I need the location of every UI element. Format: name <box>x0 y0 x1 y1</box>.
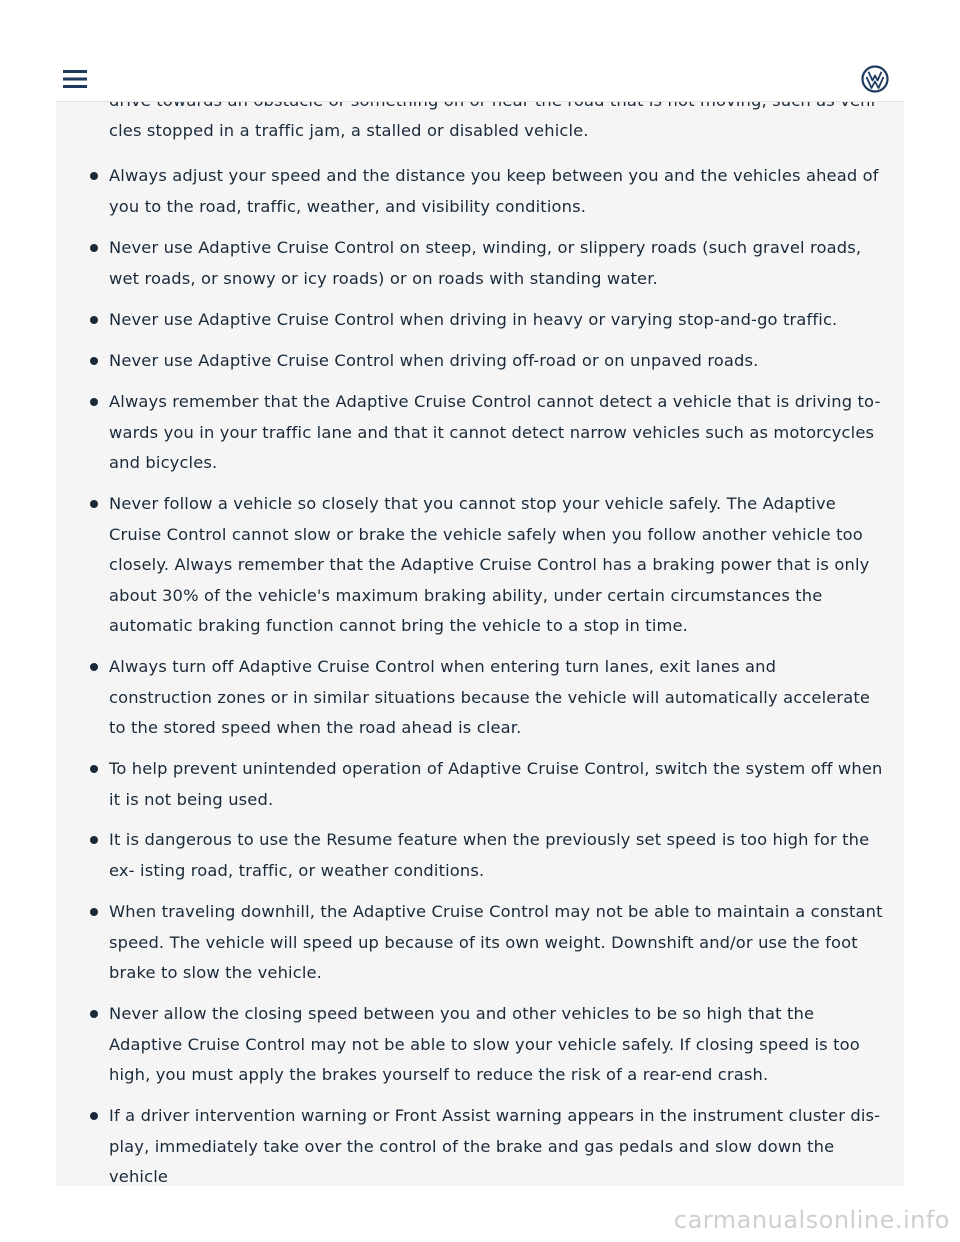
bullet-icon <box>90 836 98 844</box>
vw-logo-icon[interactable] <box>860 64 890 94</box>
bullet-icon <box>90 357 98 365</box>
list-item-text: Always remember that the Adaptive Cruise Control cannot detect a vehicle that is driving to- wards you in your traffic lane and that it cannot detect narrow vehicles such as motorcycles and bicycles. <box>109 392 881 472</box>
header-divider <box>56 101 904 102</box>
list-item-text: Never use Adaptive Cruise Control when driving in heavy or varying stop-and-go traffic. <box>109 310 838 329</box>
bullet-icon <box>90 244 98 252</box>
list-item-text: cles stopped in a traffic jam, a stalled or disabled vehicle. <box>109 121 589 140</box>
bullet-icon <box>90 908 98 916</box>
watermark: carmanualsonline.info <box>673 1206 950 1234</box>
bullet-icon <box>90 172 98 180</box>
list-item-text: When traveling downhill, the Adaptive Cruise Control may not be able to maintain a constant speed. The vehicle will speed up because of its own weight. Downshift and/or use the foot brake to slow the vehicle. <box>109 902 883 982</box>
bullet-icon <box>90 398 98 406</box>
bullet-icon <box>90 316 98 324</box>
list-item-text: To help prevent unintended operation of Adaptive Cruise Control, switch the system off when it is not being used. <box>109 759 883 809</box>
hamburger-menu-icon[interactable] <box>62 66 88 92</box>
list-item-text: Never allow the closing speed between you and other vehicles to be so high that the Adaptive Cruise Control may not be able to slow your vehicle safely. If closing speed is too high, you must apply the brakes yourself to reduce the risk of a rear-end crash. <box>109 1004 860 1084</box>
bullet-icon <box>90 1112 98 1120</box>
content-panel <box>56 0 904 1186</box>
list-item-text: It is dangerous to use the Resume feature when the previously set speed is too high for the ex- isting road, traffic, or weather conditions. <box>109 830 870 880</box>
list-item-text: If a driver intervention warning or Front Assist warning appears in the instrument cluster dis- play, immediately take over the control of the brake and gas pedals and slow down the vehicle <box>109 1106 881 1186</box>
list-item-text: Always turn off Adaptive Cruise Control when entering turn lanes, exit lanes and construction zones or in similar situations because the vehicle will automatically accelerate to the stored speed when the road ahead is clear. <box>109 657 871 737</box>
bullet-icon <box>90 663 98 671</box>
list-item-text: Never follow a vehicle so closely that you cannot stop your vehicle safely. The Adaptive Cruise Control cannot slow or brake the vehicle safely when you follow another vehicle too closely. Always remember that the Adaptive Cruise Control has a braking power that is only about 30% of the vehicle's maximum braking ability, under certain circumstances the automatic braking function cannot bring the vehicle to a stop in time. <box>109 494 870 635</box>
footer-strip <box>0 1186 960 1242</box>
bullet-icon <box>90 500 98 508</box>
list-item-text: Always adjust your speed and the distance you keep between you and the vehicles ahead of you to the road, traffic, weather, and visibility conditions. <box>109 166 879 216</box>
bullet-icon <box>90 1010 98 1018</box>
list-item-text: Never use Adaptive Cruise Control when driving off-road or on unpaved roads. <box>109 351 759 370</box>
list-item-text: Never use Adaptive Cruise Control on steep, winding, or slippery roads (such gravel roads, wet roads, or snowy or icy roads) or on roads with standing water. <box>109 238 862 288</box>
header-background <box>56 0 904 102</box>
bullet-icon <box>90 765 98 773</box>
